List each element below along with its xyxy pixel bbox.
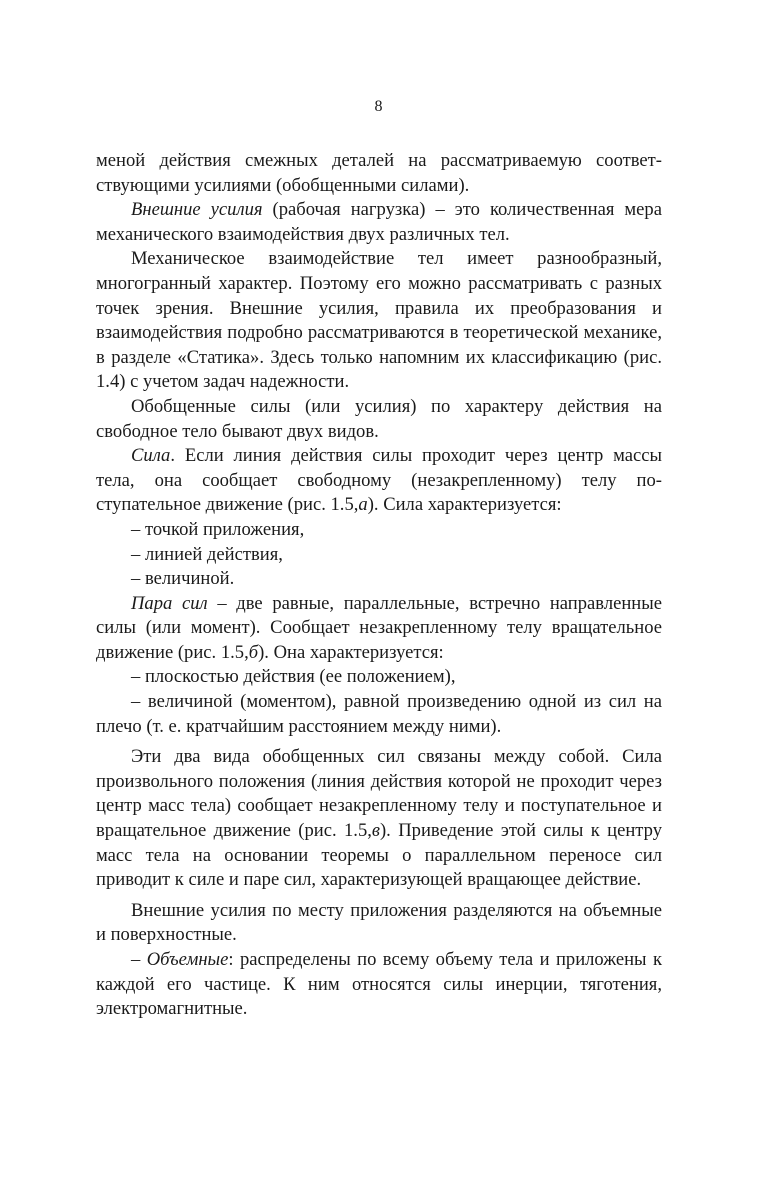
term-external-forces: Внешние усилия bbox=[131, 199, 263, 221]
list-item: – линией действия, bbox=[131, 543, 283, 565]
list-item: – точкой приложения, bbox=[131, 518, 305, 540]
term-force: Сила bbox=[131, 445, 171, 467]
paragraph-continuation: меной действия смежных деталей на рассматриваемую соответствующими усилиями (обобщенными силами). bbox=[96, 150, 662, 196]
list-item: – величиной. bbox=[131, 568, 235, 590]
paragraph-force: Сила. Если линия действия силы проходит через центр массы тела, она сообщает свободному (незакрепленному) телу поступательное движение (рис. 1.5,а). Сила характеризуется: bbox=[96, 445, 662, 516]
term-force-couple: Пара сил bbox=[131, 592, 208, 614]
list-item: – плоскостью действия (ее положением), bbox=[131, 666, 456, 688]
page-number: 8 bbox=[374, 98, 383, 115]
body-text bbox=[96, 149, 662, 1022]
paragraph-external-forces-definition: Внешние усилия (рабочая нагрузка) – это количественная мера механического взаимодействия двух различных тел. bbox=[96, 199, 662, 245]
paragraph-volume-forces: – Объемные: распределены по всему объему тела и приложены к каждой его частице. К ним относятся силы инерции, тяготения, электромагнитные. bbox=[96, 949, 662, 1020]
paragraph-application-classification: Внешние усилия по месту приложения разделяются на объемные и поверхностные. bbox=[96, 899, 662, 946]
list-item: – величиной (моментом), равной произведению одной из сил на плечо (т. е. кратчайшим расстоянием между ними). bbox=[96, 691, 662, 737]
paragraph-force-couple: Пара сил – две равные, параллельные, встречно направленные силы (или момент). Сообщает незакрепленному телу вращательное движение (рис. 1.5,б). Она характеризуется: bbox=[96, 592, 662, 663]
paragraph-generalized-forces: Обобщенные силы (или усилия) по характеру действия на свободное тело бывают двух видов. bbox=[96, 395, 662, 442]
paragraph-mechanical-interaction: Механическое взаимодействие тел имеет разнообразный, многогранный характер. Поэтому его можно рассматривать с разных точек зрения. Внешние усилия, правила их преобразования и взаимодействия подробно рассматриваются в теоретической механике, в разделе «Статика». Здесь только напомним их классификацию (рис. 1.4) с учетом задач надежности. bbox=[96, 248, 662, 393]
paragraph-relation-of-forces: Эти два вида обобщенных сил связаны между собой. Сила произвольного положения (линия действия которой не проходит через центр масс тела) сообщает незакрепленному телу и поступательное и вращательное движение (рис. 1.5,в). Приведение этой силы к центру масс тела на основании теоремы о параллельном переносе сил приводит к силе и паре сил, характеризующей вращающее действие. bbox=[96, 746, 662, 891]
term-volume-forces: Объемные bbox=[146, 949, 229, 970]
